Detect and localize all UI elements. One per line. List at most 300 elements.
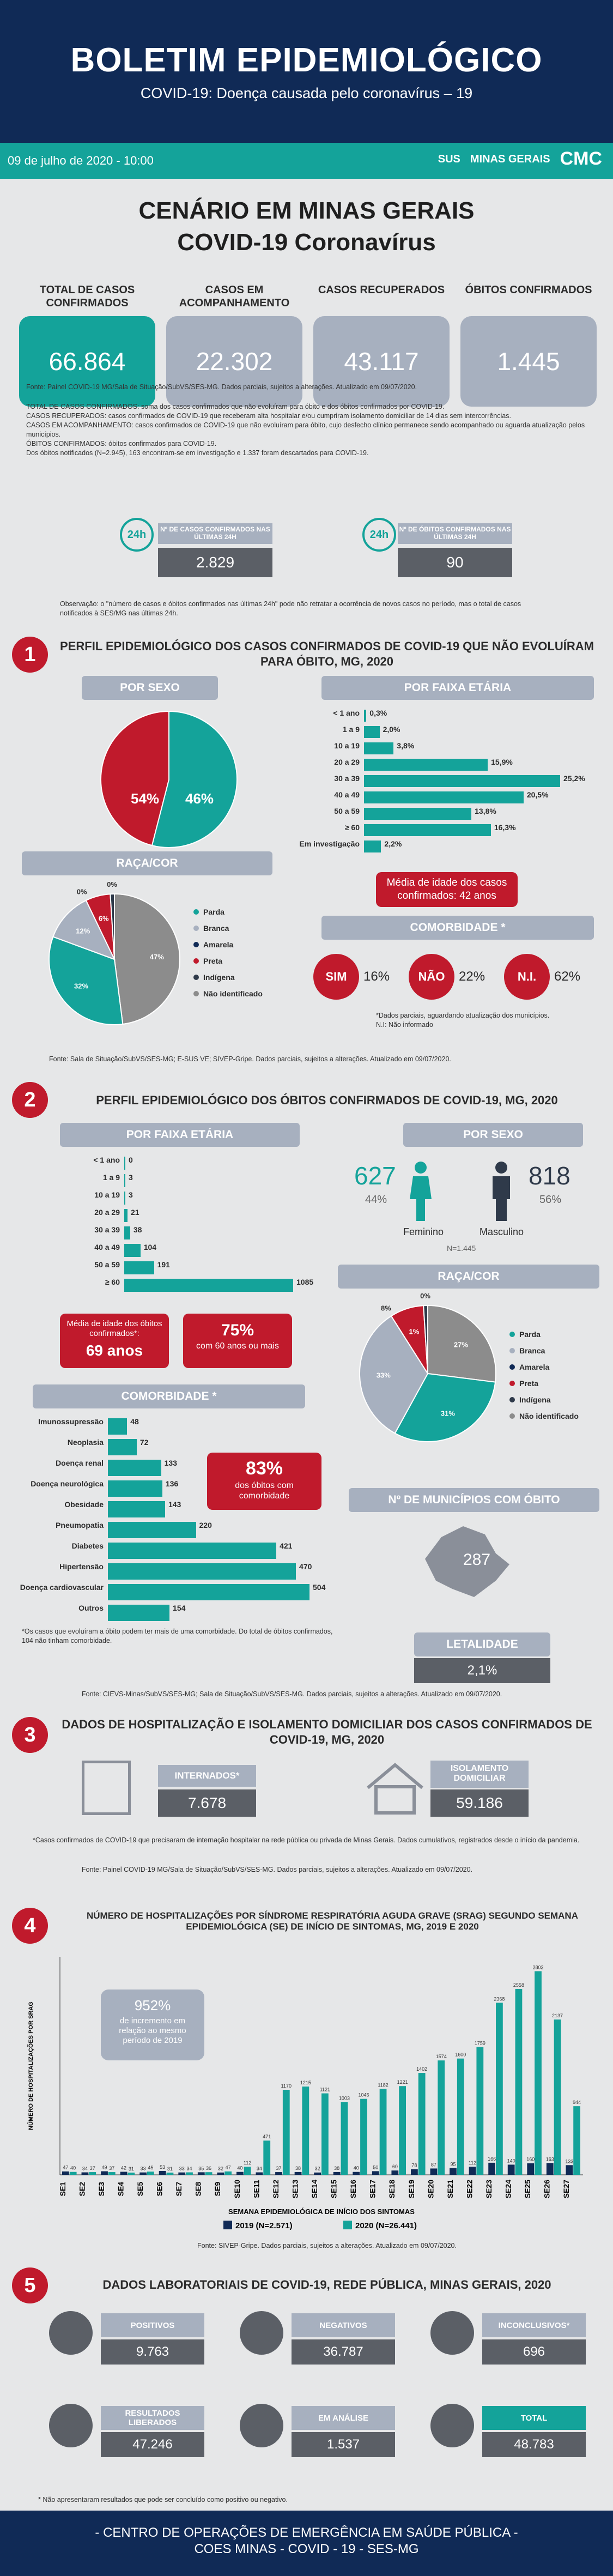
x-tick-label: SE16: [349, 2179, 358, 2199]
clipboard-icon: [49, 2404, 93, 2447]
bar: [364, 840, 381, 852]
srag-value-label: 471: [263, 2134, 271, 2140]
srag-bar: [147, 2172, 154, 2175]
bar: [124, 1261, 154, 1274]
srag-value-label: 40: [70, 2165, 76, 2171]
bar-value: 3,8%: [397, 741, 415, 750]
section-title: PERFIL EPIDEMIOLÓGICO DOS CASOS CONFIRMADOS DE COVID-19 QUE NÃO EVOLUÍRAM PARA ÓBITO, MG, 2020: [60, 639, 594, 668]
x-tick-label: SE10: [232, 2179, 241, 2199]
srag-bar: [566, 2165, 573, 2175]
srag-value-label: 45: [148, 2165, 154, 2170]
lab-label: EM ANÁLISE: [292, 2406, 395, 2430]
x-axis-label: SEMANA EPIDEMIOLÓGICA DE INÍCIO DOS SINTOMAS: [228, 2208, 415, 2216]
footer: [0, 2511, 613, 2576]
lab-value: 36.787: [292, 2339, 395, 2365]
bar: [364, 726, 380, 738]
srag-bar: [353, 2172, 360, 2175]
section-number: 4: [12, 1908, 48, 1944]
bar-label: 30 a 39: [334, 774, 360, 783]
bar-label: < 1 ano: [333, 709, 360, 717]
srag-value-label: 40: [353, 2165, 359, 2171]
comorb-note: *Dados parciais, aguardando atualização dos municípios.: [376, 1012, 550, 1019]
srag-bar: [488, 2163, 495, 2175]
pie-label: 8%: [380, 1304, 391, 1313]
legend-label: Não identificado: [203, 989, 263, 998]
bar-value: 21: [131, 1208, 139, 1217]
pie-label: 0%: [420, 1292, 430, 1301]
bar-value: 0: [129, 1156, 133, 1164]
bar-value: 0,3%: [369, 709, 387, 717]
srag-value-label: 1221: [397, 2079, 408, 2085]
bar: [108, 1501, 165, 1517]
legend-item: [193, 924, 263, 933]
legend-dot: [193, 991, 199, 996]
sexo-m-pct: 54%: [131, 790, 160, 807]
footer-line1: - CENTRO DE OPERAÇÕES DE EMERGÊNCIA EM SAÚDE PÚBLICA -: [95, 2525, 518, 2540]
srag-bar: [283, 2090, 290, 2175]
srag-value-label: 78: [411, 2162, 417, 2168]
municipios-title: Nº DE MUNICÍPIOS COM ÓBITO: [349, 1488, 599, 1512]
bar: [364, 824, 491, 836]
srag-bar: [496, 2003, 503, 2175]
bar-value: 25,2%: [563, 774, 585, 783]
bar-value: 133: [164, 1459, 177, 1467]
comorb-obito-note: *Os casos que evoluíram a óbito podem ter mais de uma comorbidade. Do total de óbitos confirmados, 104 não tinham comorbidade.: [22, 1628, 333, 1644]
x-tick-label: SE11: [252, 2180, 261, 2198]
srag-value-label: 42: [121, 2165, 127, 2171]
isolamento-label: ISOLAMENTO DOMICILIAR: [430, 1761, 529, 1788]
srag-bar: [573, 2106, 580, 2175]
comorb-circles: [313, 954, 608, 1003]
comorb-note-ni: N.I: Não informado: [376, 1021, 433, 1029]
bar: [124, 1192, 125, 1205]
legend-label: Preta: [203, 957, 223, 965]
section-title: NÚMERO DE HOSPITALIZAÇÕES POR SÍNDROME RESPIRATÓRIA AGUDA GRAVE (SRAG) SEGUNDO SEMANA EPIDEMIOLÓGICA (SE) DE INÍCIO DE SINTOMAS, MG, 2019 E 2020: [87, 1910, 578, 1932]
bar-value: 38: [133, 1225, 142, 1234]
bar: [364, 710, 366, 722]
srag-value-label: 1182: [378, 2082, 389, 2088]
bar-value: 72: [139, 1438, 149, 1447]
srag-bar: [256, 2172, 263, 2175]
bar: [108, 1563, 296, 1580]
srag-bar: [263, 2140, 270, 2175]
y-axis-label: NÚMERO DE HOSPITALIZAÇÕES POR SRAG: [28, 2001, 34, 2130]
clock-24h-icon: 24h: [120, 518, 154, 552]
legend-dot: [509, 1381, 515, 1386]
srag-bar: [302, 2087, 309, 2175]
bar: [124, 1157, 125, 1170]
legend-label: Branca: [203, 924, 229, 933]
bar: [108, 1460, 161, 1476]
srag-bar: [167, 2173, 174, 2175]
comorb-value: 62%: [554, 969, 581, 984]
bar: [108, 1480, 162, 1497]
raca-legend: [193, 908, 263, 1006]
bar: [124, 1244, 141, 1257]
bar: [364, 791, 524, 803]
definition-line: ÓBITOS CONFIRMADOS: óbitos confirmados para COVID-19.: [26, 440, 217, 448]
srag-value-label: 1402: [416, 2066, 428, 2072]
legend-label: Indígena: [203, 973, 235, 982]
pie-label: 47%: [149, 953, 164, 962]
bar-label: ≥ 60: [344, 823, 360, 832]
x-tick-label: SE7: [174, 2181, 184, 2197]
pie-label: 27%: [453, 1340, 468, 1349]
bar-label: Neoplasia: [67, 1438, 104, 1447]
x-tick-label: SE2: [77, 2181, 87, 2197]
s2-source: Fonte: CIEVS-Minas/SubVS/SES-MG; Sala de Situação/SubVS/SES-MG. Dados parciais, sujeitos a alterações. Atualizado em 09/07/2020.: [82, 1690, 502, 1698]
lab-label: POSITIVOS: [101, 2313, 204, 2337]
prohibited-icon: [240, 2311, 283, 2355]
comorb-circle: NÃO: [409, 954, 454, 1000]
x-tick-label: SE13: [290, 2179, 300, 2199]
pie-label: 6%: [98, 914, 109, 923]
footer-line2: COES MINAS - COVID - 19 - SES-MG: [194, 2542, 419, 2556]
srag-bar: [244, 2167, 251, 2175]
municipios-value: 287: [463, 1551, 491, 1569]
bar: [124, 1174, 125, 1187]
lab-label: INCONCLUSIVOS*: [482, 2313, 586, 2337]
pie-label: 12%: [76, 927, 90, 935]
bar-value: 2,0%: [383, 725, 400, 734]
bar-value: 191: [157, 1260, 170, 1269]
legend-label: 2020 (N=26.441): [355, 2221, 417, 2230]
main-title: [0, 195, 613, 258]
bar-value: 104: [143, 1243, 157, 1251]
s3-source: Fonte: Painel COVID-19 MG/Sala de Situação/SubVS/SES-MG. Dados parciais, sujeitos a alterações. Atualizado em 09/07/2020.: [82, 1866, 473, 1873]
raca-obito-legend: [509, 1330, 579, 1428]
bar-label: Doença neurológica: [31, 1479, 104, 1488]
definition-line: TOTAL DE CASOS CONFIRMADOS: soma dos casos confirmados que não evoluíram para óbito e dos óbitos confirmados por COVID-19.: [26, 403, 445, 410]
media-obito-value: 69 anos: [86, 1342, 143, 1359]
s4-source: Fonte: SIVEP-Gripe. Dados parciais, sujeitos a alterações. Atualizado em 09/07/2020.: [197, 2242, 457, 2250]
pie-label: 33%: [376, 1371, 391, 1380]
bar-value: 504: [313, 1583, 326, 1592]
srag-bar: [554, 2019, 561, 2175]
legend-dot: [509, 1397, 515, 1402]
bar-value: 16,3%: [494, 823, 516, 832]
srag-bar: [82, 2172, 89, 2175]
x-tick-label: SE22: [465, 2179, 474, 2199]
hospital-icon: [82, 1761, 131, 1815]
comorb-pct-box: [207, 1453, 321, 1510]
bar-label: 1 a 9: [342, 725, 360, 734]
bar-value: 13,8%: [475, 807, 496, 815]
fem-pct: 44%: [365, 1194, 387, 1206]
srag-value-label: 34: [186, 2166, 192, 2172]
legend-dot: [509, 1413, 515, 1419]
srag-bar: [438, 2060, 445, 2175]
x-tick-label: SE15: [329, 2179, 338, 2199]
srag-value-label: 1121: [319, 2087, 331, 2093]
masc-label: Masculino: [480, 1226, 524, 1237]
srag-value-label: 33: [140, 2166, 146, 2172]
bulletin-title: BOLETIM EPIDEMIOLÓGICO: [70, 41, 543, 79]
sum-icon: [430, 2404, 474, 2447]
bar-label: Doença renal: [56, 1459, 104, 1467]
srag-value-label: 53: [160, 2164, 166, 2170]
raca-title: RAÇA/COR: [22, 851, 272, 875]
sexo-f-pct: 46%: [185, 790, 214, 807]
srag-bar: [333, 2172, 341, 2175]
bar-value: 154: [173, 1604, 186, 1612]
legend-item: [193, 989, 263, 998]
question-icon: [430, 2311, 474, 2355]
srag-bar: [341, 2102, 348, 2175]
bar-label: Imunossupressão: [38, 1417, 104, 1426]
srag-value-label: 32: [217, 2166, 223, 2172]
legend-item: [193, 973, 263, 982]
x-tick-label: SE23: [484, 2179, 493, 2199]
srag-bar: [217, 2173, 224, 2175]
definition-line: CASOS EM ACOMPANHAMENTO: casos confirmados de COVID-19 que não evoluíram para óbito, cujo desfecho clínico permanece sendo acompanhado ou aguarda atualização pelos municípios.: [26, 421, 585, 438]
pie-label: 31%: [440, 1409, 455, 1418]
s5-note: * Não apresentaram resultados que pode ser concluído como positivo ou negativo.: [38, 2496, 288, 2504]
internados-label: INTERNADOS*: [158, 1765, 256, 1787]
bar: [108, 1605, 169, 1621]
srag-bar: [450, 2168, 457, 2175]
x-tick-label: SE17: [368, 2179, 377, 2199]
legend-label: Não identificado: [519, 1412, 579, 1420]
x-tick-label: SE5: [136, 2181, 144, 2197]
srag-bar: [275, 2172, 282, 2175]
srag-bar: [380, 2089, 387, 2175]
bar-value: 20,5%: [526, 790, 549, 799]
legend-dot: [509, 1348, 515, 1353]
bulletin-subtitle: COVID-19: Doença causada pelo coronavírus – 19: [140, 85, 473, 101]
x-tick-label: SE20: [426, 2179, 435, 2199]
main-title-line2: COVID-19 Coronavírus: [177, 229, 436, 256]
pie-label: 1%: [409, 1327, 420, 1336]
srag-bar: [508, 2164, 515, 2175]
lab-label: TOTAL: [482, 2406, 586, 2430]
srag-value-label: 160: [526, 2156, 535, 2162]
srag-value-label: 1574: [435, 2054, 447, 2060]
bar-value: 143: [168, 1500, 181, 1509]
bar-label: 1 a 9: [102, 1173, 120, 1182]
letalidade-value: 2,1%: [414, 1658, 550, 1683]
bar-label: 50 a 59: [334, 807, 360, 815]
bar-label: < 1 ano: [93, 1156, 120, 1164]
bar: [364, 775, 560, 787]
bar-label: 30 a 39: [94, 1225, 120, 1234]
faixa-bar-chart: [283, 709, 605, 861]
srag-bar: [418, 2073, 426, 2175]
srag-value-label: 1170: [281, 2083, 292, 2089]
kpi-label: TOTAL DE CASOS CONFIRMADOS: [39, 284, 135, 309]
section-title: PERFIL EPIDEMIOLÓGICO DOS ÓBITOS CONFIRMADOS DE COVID-19, MG, 2020: [96, 1093, 558, 1107]
kpi-label: ÓBITOS CONFIRMADOS: [465, 284, 592, 296]
comorb-pct-value: 83%: [245, 1458, 283, 1479]
bar-label: 10 a 19: [94, 1190, 120, 1199]
lab-value: 9.763: [101, 2339, 204, 2365]
legend-dot: [509, 1364, 515, 1370]
srag-value-label: 112: [243, 2160, 252, 2166]
section-number: 3: [12, 1717, 48, 1753]
x-tick-label: SE6: [155, 2181, 164, 2197]
warning-icon: [49, 2311, 93, 2355]
srag-bar: [108, 2172, 116, 2175]
legend-label: Branca: [519, 1346, 545, 1355]
bar: [108, 1439, 137, 1455]
srag-bar: [128, 2173, 135, 2175]
lab-label: NEGATIVOS: [292, 2313, 395, 2337]
srag-value-label: 38: [334, 2165, 340, 2171]
legend-item: [509, 1379, 579, 1388]
bar-value: 220: [199, 1521, 212, 1529]
legend-item: [509, 1330, 579, 1339]
srag-bar: [391, 2170, 398, 2175]
bar-value: 48: [130, 1417, 139, 1426]
bar: [108, 1418, 127, 1435]
legend-label: Amarela: [203, 940, 234, 949]
bar-value: 3: [129, 1190, 133, 1199]
srag-value-label: 2802: [532, 1964, 544, 1970]
sexo-obito-title: POR SEXO: [403, 1123, 583, 1147]
srag-bar: [186, 2172, 193, 2175]
lab-value: 696: [482, 2339, 586, 2365]
srag-value-label: 2558: [513, 1982, 524, 1988]
pie-label: 0%: [76, 887, 87, 896]
srag-value-label: 944: [573, 2100, 581, 2106]
srag-bar: [372, 2171, 379, 2175]
male-icon: [490, 1161, 512, 1221]
bar: [364, 742, 393, 754]
bulletin-date: 09 de julho de 2020 - 10:00: [8, 154, 154, 167]
srag-bar: [314, 2173, 321, 2175]
srag-bar: [159, 2171, 166, 2175]
increment-value: 952%: [134, 1997, 171, 2013]
pie-label: 0%: [107, 880, 117, 889]
srag-value-label: 2368: [494, 1996, 505, 2002]
date-bar: [0, 143, 613, 179]
srag-bar: [411, 2169, 418, 2175]
srag-bar: [70, 2172, 77, 2175]
bar-label: 40 a 49: [334, 790, 360, 799]
legend-dot: [509, 1332, 515, 1337]
clock-24h-icon: 24h: [362, 518, 396, 552]
section-number: 5: [12, 2267, 48, 2303]
flask-icon: [240, 2404, 283, 2447]
srag-bar: [547, 2163, 554, 2175]
legend-item: [193, 940, 263, 949]
cases-24h-value: 2.829: [158, 548, 272, 577]
srag-bar: [457, 2059, 464, 2175]
bar-value: 421: [280, 1541, 293, 1550]
srag-bar: [535, 1971, 542, 2175]
female-icon: [410, 1161, 432, 1221]
kpi-value: 22.302: [166, 316, 302, 407]
kpi-label: CASOS RECUPERADOS: [318, 284, 445, 296]
srag-bar: [89, 2172, 96, 2175]
srag-bar: [101, 2171, 108, 2175]
srag-value-label: 31: [167, 2166, 173, 2172]
srag-bar-chart: [16, 1940, 599, 2230]
bar-label: 10 a 19: [334, 741, 360, 750]
srag-value-label: 37: [89, 2166, 95, 2172]
x-tick-label: SE26: [542, 2179, 551, 2199]
faixa-obito-title: POR FAIXA ETÁRIA: [60, 1123, 300, 1147]
pie-slice: [114, 894, 180, 1024]
pct60-box: [183, 1314, 292, 1368]
legend-label: Parda: [519, 1330, 541, 1339]
srag-value-label: 36: [206, 2166, 212, 2172]
bar-value: 3: [129, 1173, 133, 1182]
bar-label: 50 a 59: [94, 1260, 120, 1269]
legend-swatch: [343, 2221, 352, 2229]
legend-item: [509, 1412, 579, 1420]
comorb-value: 16%: [363, 969, 390, 984]
srag-value-label: 31: [128, 2166, 134, 2172]
bar-label: Diabetes: [71, 1541, 104, 1550]
legend-swatch: [223, 2221, 232, 2229]
srag-value-label: 166: [488, 2156, 496, 2162]
bar-label: 40 a 49: [94, 1243, 120, 1251]
bar-value: 15,9%: [491, 758, 513, 766]
x-tick-label: SE9: [213, 2181, 222, 2197]
legend-item: [193, 957, 263, 965]
lab-label: RESULTADOS LIBERADOS: [101, 2406, 204, 2430]
masc-count: 818: [529, 1162, 570, 1190]
media-obito-box: [60, 1314, 169, 1368]
legend-label: 2019 (N=2.571): [235, 2221, 293, 2230]
kpi-value: 1.445: [460, 316, 597, 407]
internados-value: 7.678: [158, 1789, 256, 1817]
srag-bar: [62, 2172, 69, 2175]
srag-value-label: 40: [237, 2165, 243, 2171]
x-tick-label: SE14: [310, 2179, 319, 2199]
main-title-line1: CENÁRIO EM MINAS GERAIS: [138, 197, 475, 224]
kpi-value: 66.864: [19, 316, 155, 407]
bar-label: 20 a 29: [94, 1208, 120, 1217]
minas-gerais-logo: MINAS GERAIS: [470, 153, 550, 165]
house-icon: [365, 1761, 425, 1815]
bar-label: Doença cardiovascular: [20, 1583, 104, 1592]
bar-label: ≥ 60: [105, 1278, 120, 1286]
h24-note: Observação: o "número de casos e óbitos confirmados nas últimas 24h" pode não retratar a ocorrência de novos casos no período, mas o total de casos notificados à SES/MG nas últimas 24h.: [60, 600, 521, 617]
srag-value-label: 140: [507, 2158, 515, 2164]
x-tick-label: SE12: [271, 2179, 280, 2199]
srag-value-label: 163: [545, 2156, 554, 2162]
raca-obito-pie-chart: [354, 1292, 501, 1447]
bar-value: 470: [299, 1562, 312, 1571]
bar: [108, 1522, 196, 1538]
bar-value: 2,2%: [384, 839, 402, 848]
srag-value-label: 1759: [474, 2040, 485, 2046]
srag-value-label: 34: [82, 2166, 88, 2172]
s3-note: *Casos confirmados de COVID-19 que precisaram de internação hospitalar na rede pública ou privada de Minas Gerais. Dados cumulativos, registrados desde o início da pandemia.: [33, 1836, 580, 1844]
srag-bar: [515, 1989, 523, 2175]
srag-value-label: 35: [198, 2166, 204, 2172]
legend-label: Preta: [519, 1379, 539, 1388]
x-tick-label: SE18: [387, 2179, 397, 2199]
srag-value-label: 49: [101, 2164, 107, 2170]
bar: [124, 1279, 293, 1292]
bar-label: Em investigação: [299, 839, 360, 848]
x-tick-label: SE8: [193, 2181, 203, 2197]
pct60-value: 75%: [221, 1321, 254, 1339]
bar: [364, 808, 471, 820]
definitions: [26, 402, 587, 458]
srag-value-label: 38: [295, 2165, 301, 2171]
legend-label: Parda: [203, 908, 224, 916]
s1-source: Fonte: Sala de Situação/SubVS/SES-MG; E-SUS VE; SIVEP-Gripe. Dados parciais, sujeitos a alterações. Atualizado em 09/07/2020.: [49, 1055, 451, 1063]
faixa-obito-bar-chart: [60, 1156, 332, 1297]
srag-value-label: 2137: [552, 2013, 563, 2019]
x-tick-label: SE19: [406, 2179, 416, 2199]
bar-label: Obesidade: [64, 1500, 104, 1509]
legend-item: [509, 1363, 579, 1371]
